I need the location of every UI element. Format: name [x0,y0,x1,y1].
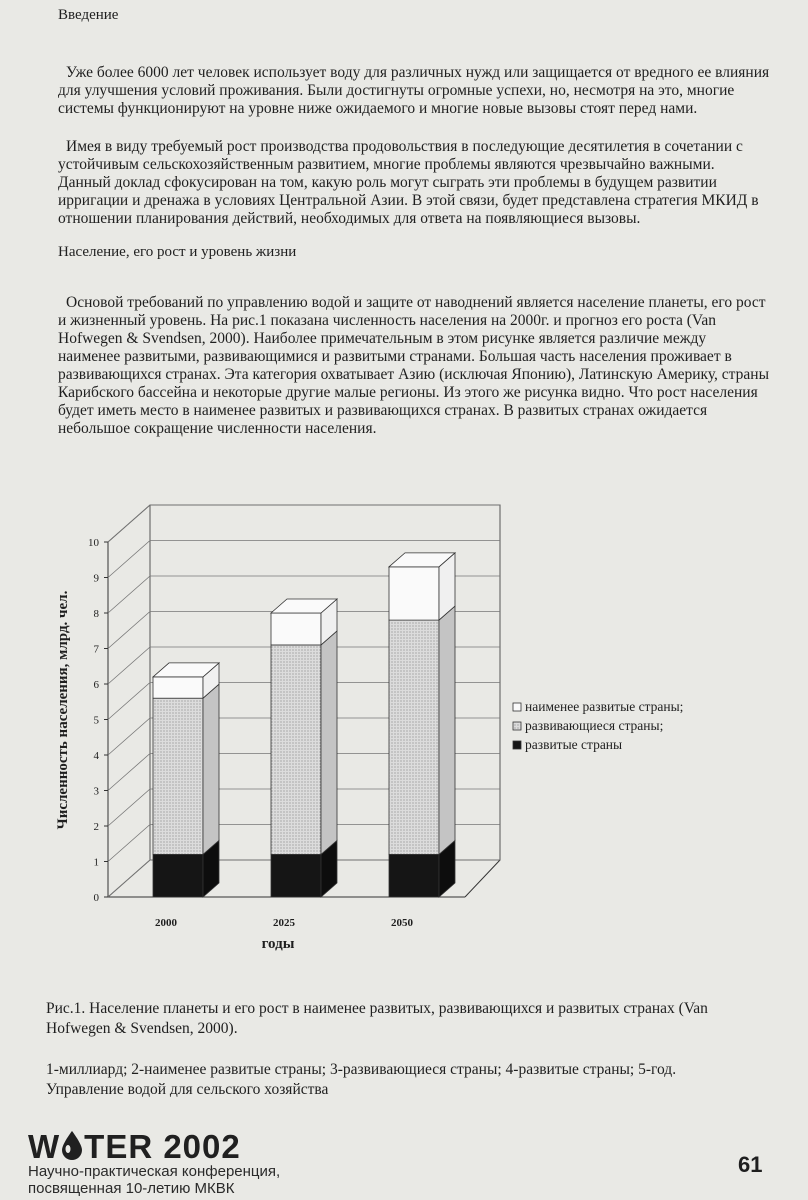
paragraph-population: Основой требований по управлению водой и защите от наводнений является население планеты, его рост и жизненный уровень. На рис.1 показана численность населения на 2000г. и прогноз его роста (Van Hofwegen & Svendsen, 2000). Наиболее примечательным в этом рисунке является различие между наименее развитыми, развивающимися и развитыми странами. Большая часть населения проживает в развивающихся странах. Эта категория охватывает Азию (исключая Японию), Латинскую Америку, страны Карибского бассейна и некоторые другие малые регионы. Из этого же рисунка видно. Что рост населения будет иметь место в наименее развитых и развивающихся странах. В развитых странах ожидается небольшое сокращение численности населения. [58,294,769,437]
heading-introduction: Введение [58,7,119,23]
water-2002-logo [28,1130,241,1166]
y-tick-label: 1 [93,856,99,869]
bar-segment [271,854,321,897]
floor-right-edge [465,860,500,897]
legend-label: развитые страны [525,737,623,752]
y-axis-title: Численность населения, млрд. чел. [55,590,71,830]
legend-label: наименее развитые страны; [525,699,684,714]
heading-population: Население, его рост и уровень жизни [58,244,297,260]
conference-subtitle: посвященная 10-летию МКВК [28,1180,235,1197]
page-number: 61 [738,1152,763,1177]
y-tick-label: 7 [93,643,99,656]
y-tick-label: 0 [93,892,99,904]
logo-text: TER 2002 [84,1128,241,1165]
legend-note: 1-миллиард; 2-наименее развитые страны; 3-развивающиеся страны; 4-развитые страны; 5-год. [46,1061,677,1078]
y-tick-label: 9 [93,572,99,585]
water-drop-icon [60,1130,84,1166]
legend-swatch [513,703,521,711]
gridline [108,505,500,542]
x-axis-title: годы [261,936,295,952]
paragraph-intro: Уже более 6000 лет человек использует воду для различных нужд или защищается от вредного ее влияния для улучшения условий проживания. Были достигнуты огромные успехи, но, несмотря на это, многие системы функционируют на уровне ниже ожидаемого и многие новые вызовы стоят перед нами. [58,64,770,117]
figure-caption: Рис.1. Население планеты и его рост в наименее развитых, развивающихся и развитых странах (Van Hofwegen & Svendsen, 2000). [46,1000,708,1037]
logo-letter-w: W [28,1128,61,1165]
bar-segment [389,854,439,897]
legend-swatch [513,722,521,730]
y-tick-label: 5 [93,714,99,727]
bar-segment [389,567,439,620]
y-tick-label: 6 [93,679,99,691]
bar-segment [271,645,321,854]
y-tick-label: 4 [93,750,99,762]
legend-swatch [513,741,521,749]
y-tick-label: 3 [93,785,99,798]
x-tick-label: 2025 [273,917,295,929]
bar-segment-side [203,684,219,854]
bar-segment-side [439,606,455,854]
x-tick-label: 2050 [391,917,413,929]
bar-segment [153,677,203,698]
y-tick-label: 8 [93,608,99,620]
bar-segment [389,620,439,854]
conference-name: Научно-практическая конференция, [28,1163,281,1180]
bar-segment [271,613,321,645]
bar-segment [153,854,203,897]
population-chart [40,505,720,965]
y-tick-label: 10 [88,537,99,549]
x-tick-label: 2000 [155,917,177,929]
bar-segment [153,698,203,854]
y-tick-label: 2 [93,821,99,833]
paragraph-food-production: Имея в виду требуемый рост производства продовольствия в последующие десятилетия в сочетании с устойчивым сельскохозяйственным развитием, многие проблемы являются чрезвычайно важными. Данный доклад сфокусирован на том, какую роль могут сыграть эти проблемы в будущем развитии ирригации и дренажа в условиях Центральной Азии. В этой связи, будет представлена стратегия МКИД в отношении планирования действий, необходимых для ответа на появляющиеся вызовы. [58,138,759,227]
bar-segment-side [321,631,337,854]
legend-label: развивающиеся страны; [525,718,664,733]
running-title: Управление водой для сельского хозяйства [46,1081,329,1098]
